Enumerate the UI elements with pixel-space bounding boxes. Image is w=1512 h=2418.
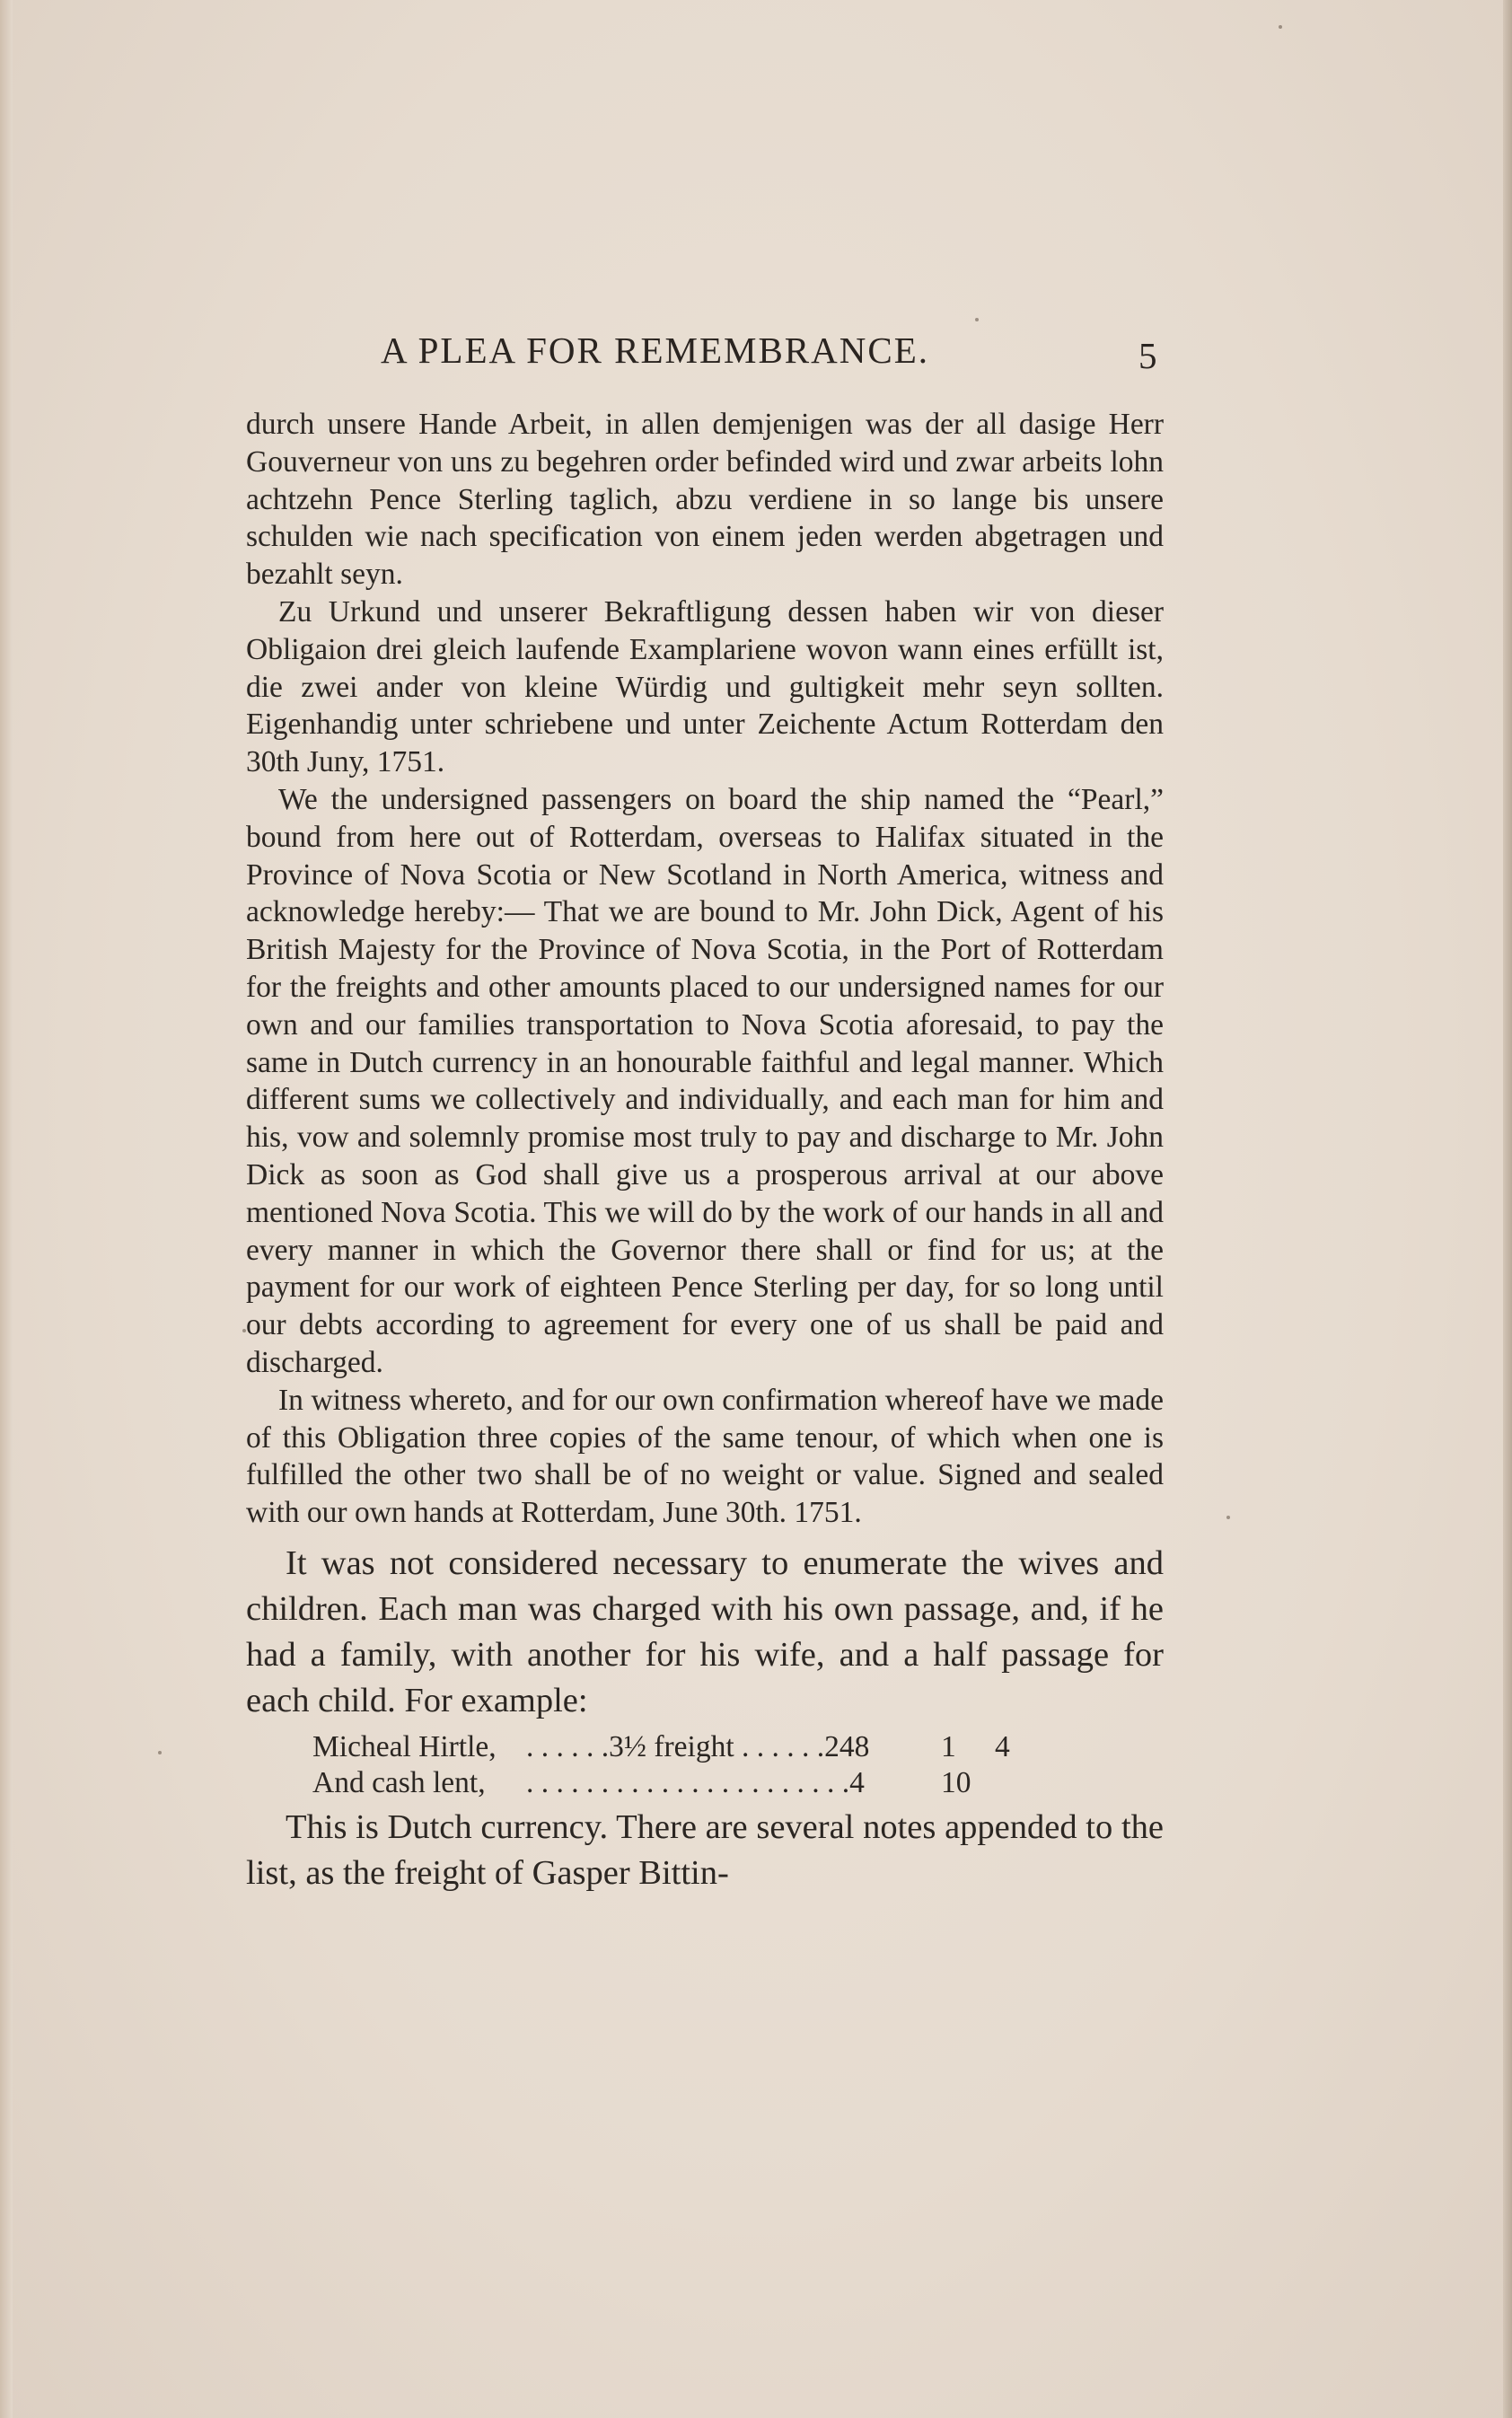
- paper-speck: [1226, 1516, 1230, 1519]
- example-value-b: 4: [995, 1729, 1010, 1763]
- body-text: [246, 406, 1164, 1896]
- paragraph-german-1: durch unsere Hande Arbeit, in allen demjenigen was der all dasige Herr Gouverneur von uns zu begehren order befinded wird und zwar arbeits lohn achtzehn Pence Sterling taglich, abzu verdiene in so lange bis unsere schulden wie nach specification von einem jeden werden abgetragen und bezahlt seyn.: [246, 408, 1164, 592]
- paper-speck: [975, 318, 979, 321]
- example-amount: . . . . . .3½ freight . . . . . .248: [526, 1729, 870, 1763]
- paper-speck: [1279, 25, 1282, 29]
- example-label: And cash lent,: [312, 1765, 486, 1799]
- running-title: A PLEA FOR REMEMBRANCE.: [381, 330, 929, 371]
- page-left-edge: [0, 0, 13, 2418]
- paper-speck: [158, 1751, 162, 1754]
- running-head: [244, 329, 1169, 382]
- example-row: [312, 1729, 1164, 1765]
- example-label: Micheal Hirtle,: [312, 1729, 497, 1763]
- paragraph-commentary-2: This is Dutch currency. There are several notes appended to the list, as the freight of Gasper Bittin-: [246, 1807, 1164, 1892]
- example-amount: . . . . . . . . . . . . . . . . . . . . . .4: [526, 1765, 865, 1799]
- paragraph-english-2: In witness whereto, and for our own confirmation whereof have we made of this Obligation three copies of the same tenour, of which when one is fulfilled the other two shall be of no weight or value. Signed and sealed with our own hands at Rotterdam, June 30th. 1751.: [246, 1383, 1164, 1530]
- page-right-edge: [1503, 0, 1512, 2418]
- page-number: 5: [1138, 335, 1157, 376]
- paragraph-commentary-1: It was not considered necessary to enumerate the wives and children. Each man was charged with his own passage, and, if he had a family, with another for his wife, and a half passage for each child. For example:: [246, 1543, 1164, 1719]
- paragraph-english-1: We the undersigned passengers on board the ship named the “Pearl,” bound from here out of Rotterdam, overseas to Halifax situated in the Province of Nova Scotia or New Scotland in North America, witness and acknowledge hereby:— That we are bound to Mr. John Dick, Agent of his British Majesty for the Province of Nova Scotia, in the Port of Rotterdam for the freights and other amounts placed to our undersigned names for our own and our families transportation to Nova Scotia aforesaid, to pay the same in Dutch currency in an honourable faithful and legal manner. Which different sums we collectively and individually, and each man for him and his, vow and solemnly promise most truly to pay and discharge to Mr. John Dick as soon as God shall give us a prosperous arrival at our above mentioned Nova Scotia. This we will do by the work of our hands in all and every manner in which the Governor there shall or find for us; at the payment for our work of eighteen Pence Sterling per day, for so long until our debts according to agreement for every one of us shall be paid and discharged.: [246, 782, 1164, 1379]
- example-value-a: 10: [941, 1765, 971, 1799]
- freight-example: [312, 1729, 1164, 1801]
- example-value-b: [995, 1765, 1049, 1801]
- example-value-a: 1: [941, 1729, 956, 1763]
- paragraph-german-2: Zu Urkund und unserer Bekraftligung dessen haben wir von dieser Obligaion drei gleich laufende Examplariene wovon wann eines erfüllt ist, die zwei ander von kleine Würdig und gultigkeit mehr seyn sollten. Eigenhandig unter schriebene und unter Zeichente Actum Rotterdam den 30th Juny, 1751.: [246, 594, 1164, 779]
- example-row: [312, 1765, 1164, 1801]
